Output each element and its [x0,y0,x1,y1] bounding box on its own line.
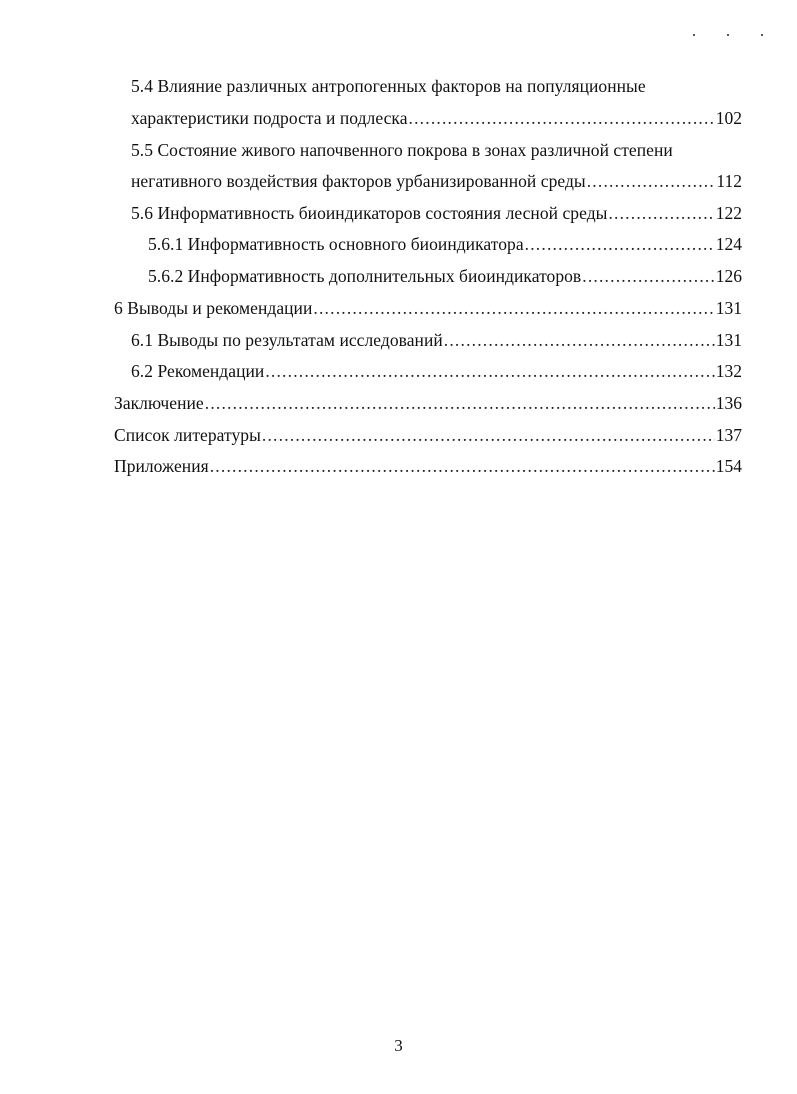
dot-leader [265,358,714,384]
scan-dot-icon [727,34,729,36]
toc-entry-5-6-1 [148,231,742,257]
toc-page-number: 126 [715,266,742,286]
toc-entry-references [114,422,742,448]
dot-leader [525,231,715,257]
scan-dot-icon [761,34,763,36]
dot-leader [409,105,715,131]
toc-entry-text: 6.2 Рекомендации [131,361,265,381]
toc-page-number: 131 [715,330,742,350]
toc-entry-text: 6 Выводы и рекомендации [114,298,313,318]
toc-page-number: 122 [715,203,742,223]
toc-page-number: 131 [715,298,742,318]
dot-leader [210,453,715,479]
toc-page-number: 136 [715,393,742,413]
toc-page-number: 102 [715,108,742,128]
toc-entry-text: Список литературы [114,425,261,445]
toc-entry-text: 6.1 Выводы по результатам исследований [131,330,443,350]
toc-page-number: 137 [715,425,742,445]
toc-entry-5-6-2 [148,263,742,289]
toc-entry-text: 5.5 Состояние живого напочвенного покрова в зонах различной степени [131,140,673,160]
scan-dot-icon [693,34,695,36]
dot-leader [205,390,715,416]
toc-entry-5-5-title [131,137,742,163]
dot-leader [313,295,714,321]
toc-entry-text: негативного воздействия факторов урбанизированной среды [131,171,586,191]
toc-entry-conclusion [114,390,742,416]
toc-entry-text: Заключение [114,393,204,413]
dot-leader [262,422,715,448]
toc-entry-5-6 [131,200,742,226]
toc-entry-text: 5.6.2 Информативность дополнительных биоиндикаторов [148,266,582,286]
toc-entry-text: Приложения [114,456,209,476]
toc-entry-5-4 [131,105,742,131]
toc-entry-text: 5.6 Информативность биоиндикаторов состояния лесной среды [131,203,608,223]
toc-page-number: 124 [715,234,742,254]
toc-entry-5-5 [131,168,742,194]
dot-leader [444,327,715,353]
scan-artifacts [691,30,771,44]
toc-entry-text: 5.6.1 Информативность основного биоиндикатора [148,234,524,254]
toc-entry-appendices [114,453,742,479]
toc-entry-6 [114,295,742,321]
toc-page-number: 112 [716,171,742,191]
dot-leader [608,200,714,226]
toc-entry-text: характеристики подроста и подлеска [131,108,408,128]
dot-leader [587,168,716,194]
toc-entry-text: 5.4 Влияние различных антропогенных факторов на популяционные [131,76,646,96]
page-number: 3 [394,1036,403,1055]
toc-entry-6-2 [131,358,742,384]
dot-leader [582,263,715,289]
toc-page-number: 154 [715,456,742,476]
toc-page-number: 132 [715,361,742,381]
toc-entry-5-4-title [131,73,742,99]
toc-entry-6-1 [131,327,742,353]
